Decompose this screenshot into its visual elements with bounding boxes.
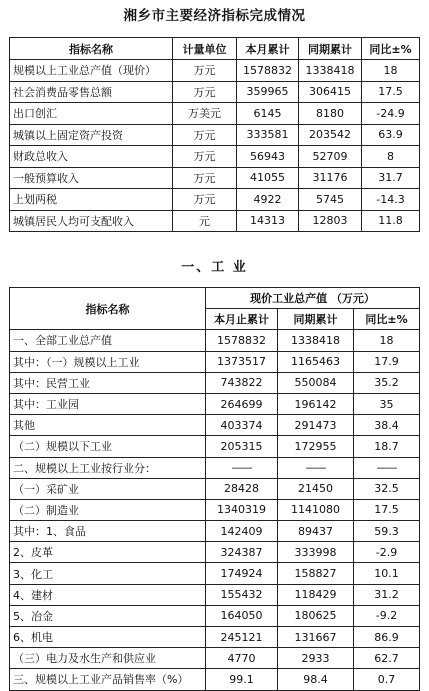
table-row bbox=[10, 478, 420, 499]
table-row bbox=[10, 499, 420, 520]
value-cell: 17.5 bbox=[362, 81, 420, 103]
table-row bbox=[10, 627, 420, 648]
indicator-name: 城镇居民人均可支配收入 bbox=[10, 210, 173, 232]
header-prior-total: 同期累计 bbox=[299, 38, 362, 60]
value-cell: 2933 bbox=[278, 648, 354, 669]
indicator-name: 其中：1、食品 bbox=[10, 521, 206, 542]
value-cell: 1578832 bbox=[237, 60, 299, 82]
table-row bbox=[10, 167, 420, 189]
unit-cell: 万元 bbox=[173, 60, 237, 82]
value-cell: 41055 bbox=[237, 167, 299, 189]
indicator-name: 二、规模以上工业按行业分： bbox=[10, 457, 206, 478]
value-cell: -14.3 bbox=[362, 189, 420, 211]
value-cell: 35.2 bbox=[354, 372, 420, 393]
indicator-name: 6、机电 bbox=[10, 627, 206, 648]
page-title: 湘乡市主要经济指标完成情况 bbox=[123, 8, 306, 24]
value-cell: 17.5 bbox=[354, 499, 420, 520]
indicator-name: 其他 bbox=[10, 415, 206, 436]
table-row bbox=[10, 521, 420, 542]
indicator-name: （二）制造业 bbox=[10, 499, 206, 520]
summary-table bbox=[9, 37, 420, 232]
value-cell: 12803 bbox=[299, 210, 362, 232]
table-row bbox=[10, 60, 420, 82]
header-current-total: 本月累计 bbox=[237, 38, 299, 60]
value-cell: 1373517 bbox=[206, 351, 278, 372]
industry-table bbox=[9, 287, 420, 691]
value-cell: 324387 bbox=[206, 542, 278, 563]
value-cell: 86.9 bbox=[354, 627, 420, 648]
indicator-name: 其中：工业园 bbox=[10, 393, 206, 414]
value-cell: 291473 bbox=[278, 415, 354, 436]
table-row bbox=[10, 542, 420, 563]
value-cell: 172955 bbox=[278, 436, 354, 457]
header-yoy: 同比±% bbox=[354, 309, 420, 330]
value-cell: 205315 bbox=[206, 436, 278, 457]
value-cell: 98.4 bbox=[278, 669, 354, 690]
value-cell: 21450 bbox=[278, 478, 354, 499]
value-cell: 131667 bbox=[278, 627, 354, 648]
table-row bbox=[10, 210, 420, 232]
value-cell: 18 bbox=[362, 60, 420, 82]
table-row bbox=[10, 563, 420, 584]
table-row bbox=[10, 351, 420, 372]
value-cell: 18 bbox=[354, 330, 420, 351]
value-cell: 174924 bbox=[206, 563, 278, 584]
value-cell: 1141080 bbox=[278, 499, 354, 520]
value-cell: 10.1 bbox=[354, 563, 420, 584]
indicator-name: 规模以上工业总产值（现价） bbox=[10, 60, 173, 82]
table-row bbox=[10, 103, 420, 125]
indicator-name: （三）电力及水生产和供应业 bbox=[10, 648, 206, 669]
table-row bbox=[10, 584, 420, 605]
indicator-name: 三、规模以上工业产品销售率（%） bbox=[10, 669, 206, 690]
value-cell: 1338418 bbox=[299, 60, 362, 82]
value-cell: 18.7 bbox=[354, 436, 420, 457]
value-cell: 17.9 bbox=[354, 351, 420, 372]
value-cell: 142409 bbox=[206, 521, 278, 542]
table-row bbox=[10, 81, 420, 103]
table-row bbox=[10, 415, 420, 436]
value-cell: 180625 bbox=[278, 605, 354, 626]
value-cell: 89437 bbox=[278, 521, 354, 542]
value-cell: 203542 bbox=[299, 124, 362, 146]
value-cell: 32.5 bbox=[354, 478, 420, 499]
value-cell: 1578832 bbox=[206, 330, 278, 351]
unit-cell: 万元 bbox=[173, 81, 237, 103]
table-row bbox=[10, 605, 420, 626]
value-cell: 196142 bbox=[278, 393, 354, 414]
value-cell: 62.7 bbox=[354, 648, 420, 669]
unit-cell: 万元 bbox=[173, 167, 237, 189]
value-cell: 6145 bbox=[237, 103, 299, 125]
header-indicator-name: 指标名称 bbox=[10, 288, 206, 330]
table-row bbox=[10, 669, 420, 690]
indicator-name: （二）规模以下工业 bbox=[10, 436, 206, 457]
value-cell: 155432 bbox=[206, 584, 278, 605]
value-cell: 245121 bbox=[206, 627, 278, 648]
value-cell: -24.9 bbox=[362, 103, 420, 125]
value-cell: 63.9 bbox=[362, 124, 420, 146]
indicator-name: 出口创汇 bbox=[10, 103, 173, 125]
value-cell: 306415 bbox=[299, 81, 362, 103]
value-cell: 333581 bbox=[237, 124, 299, 146]
value-cell: 118429 bbox=[278, 584, 354, 605]
value-cell: —— bbox=[278, 457, 354, 478]
value-cell: 35 bbox=[354, 393, 420, 414]
value-cell: 1165463 bbox=[278, 351, 354, 372]
value-cell: 359965 bbox=[237, 81, 299, 103]
table-row bbox=[10, 124, 420, 146]
value-cell: -9.2 bbox=[354, 605, 420, 626]
value-cell: 52709 bbox=[299, 146, 362, 168]
table-row bbox=[10, 372, 420, 393]
indicator-name: 财政总收入 bbox=[10, 146, 173, 168]
indicator-name: 一般预算收入 bbox=[10, 167, 173, 189]
section-title: 一、工 业 bbox=[181, 260, 248, 275]
value-cell: 4922 bbox=[237, 189, 299, 211]
value-cell: 11.8 bbox=[362, 210, 420, 232]
unit-cell: 元 bbox=[173, 210, 237, 232]
unit-cell: 万美元 bbox=[173, 103, 237, 125]
value-cell: 0.7 bbox=[354, 669, 420, 690]
indicator-name: 一、全部工业总产值 bbox=[10, 330, 206, 351]
indicator-name: （一）采矿业 bbox=[10, 478, 206, 499]
value-cell: 14313 bbox=[237, 210, 299, 232]
value-cell: —— bbox=[206, 457, 278, 478]
value-cell: 5745 bbox=[299, 189, 362, 211]
value-cell: —— bbox=[354, 457, 420, 478]
indicator-name: 社会消费品零售总额 bbox=[10, 81, 173, 103]
indicator-name: 5、冶金 bbox=[10, 605, 206, 626]
indicator-name: 2、皮革 bbox=[10, 542, 206, 563]
indicator-name: 3、化工 bbox=[10, 563, 206, 584]
value-cell: 743822 bbox=[206, 372, 278, 393]
header-prior-total: 同期累计 bbox=[278, 309, 354, 330]
value-cell: 31176 bbox=[299, 167, 362, 189]
value-cell: 333998 bbox=[278, 542, 354, 563]
header-yoy: 同比±% bbox=[362, 38, 420, 60]
unit-cell: 万元 bbox=[173, 189, 237, 211]
value-cell: 1338418 bbox=[278, 330, 354, 351]
value-cell: 1340319 bbox=[206, 499, 278, 520]
value-cell: -2.9 bbox=[354, 542, 420, 563]
value-cell: 158827 bbox=[278, 563, 354, 584]
value-cell: 8180 bbox=[299, 103, 362, 125]
value-cell: 28428 bbox=[206, 478, 278, 499]
indicator-name: 上划两税 bbox=[10, 189, 173, 211]
summary-table-header bbox=[10, 38, 420, 60]
header-output-value-group: 现价工业总产值 （万元） bbox=[206, 288, 420, 309]
indicator-name: 4、建材 bbox=[10, 584, 206, 605]
value-cell: 403374 bbox=[206, 415, 278, 436]
table-row bbox=[10, 436, 420, 457]
value-cell: 8 bbox=[362, 146, 420, 168]
header-current-total: 本月止累计 bbox=[206, 309, 278, 330]
value-cell: 38.4 bbox=[354, 415, 420, 436]
table-row bbox=[10, 648, 420, 669]
industry-table-header-group bbox=[10, 288, 420, 309]
table-row bbox=[10, 330, 420, 351]
table-row bbox=[10, 189, 420, 211]
table-row bbox=[10, 146, 420, 168]
header-indicator-name: 指标名称 bbox=[10, 38, 173, 60]
unit-cell: 万元 bbox=[173, 124, 237, 146]
table-row bbox=[10, 457, 420, 478]
indicator-name: 城镇以上固定资产投资 bbox=[10, 124, 173, 146]
value-cell: 4770 bbox=[206, 648, 278, 669]
indicator-name: 其中：（一）规模以上工业 bbox=[10, 351, 206, 372]
value-cell: 56943 bbox=[237, 146, 299, 168]
value-cell: 31.2 bbox=[354, 584, 420, 605]
value-cell: 99.1 bbox=[206, 669, 278, 690]
value-cell: 31.7 bbox=[362, 167, 420, 189]
value-cell: 164050 bbox=[206, 605, 278, 626]
value-cell: 59.3 bbox=[354, 521, 420, 542]
value-cell: 264699 bbox=[206, 393, 278, 414]
header-unit: 计量单位 bbox=[173, 38, 237, 60]
indicator-name: 其中：民营工业 bbox=[10, 372, 206, 393]
value-cell: 550084 bbox=[278, 372, 354, 393]
table-row bbox=[10, 393, 420, 414]
unit-cell: 万元 bbox=[173, 146, 237, 168]
